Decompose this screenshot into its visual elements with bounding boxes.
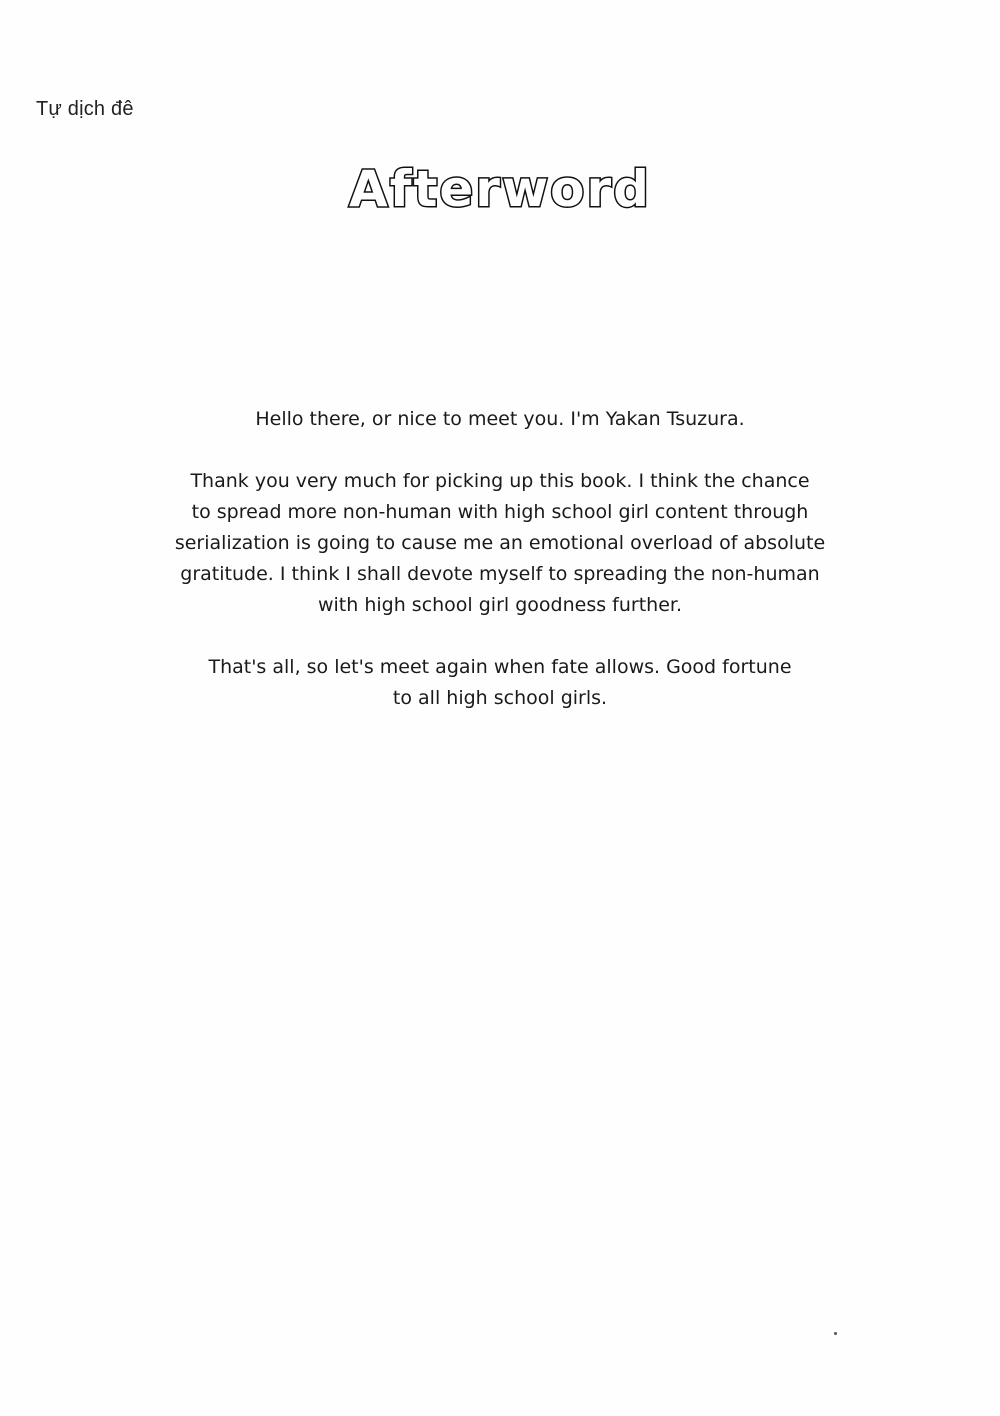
text-line: gratitude. I think I shall devote myself to spreading the non-human <box>180 563 820 585</box>
paragraph-farewell <box>100 652 900 714</box>
text-line: Hello there, or nice to meet you. I'm Yakan Tsuzura. <box>255 408 745 430</box>
page-title: Afterword <box>349 160 651 218</box>
scanlation-credit: Tự dịch đê <box>36 98 134 120</box>
text-line: to spread more non-human with high school girl content through <box>191 501 809 523</box>
text-line: to all high school girls. <box>392 687 608 709</box>
text-line: That's all, so let's meet again when fate allows. Good fortune <box>208 656 792 678</box>
paragraph-thanks <box>100 466 900 621</box>
text-line: Thank you very much for picking up this book. I think the chance <box>190 470 810 492</box>
afterword-body <box>100 404 900 745</box>
text-line: serialization is going to cause me an emotional overload of absolute <box>174 532 826 554</box>
text-line: with high school girl goodness further. <box>317 594 682 616</box>
paragraph-greeting <box>100 404 900 435</box>
scan-speck <box>834 1332 837 1335</box>
